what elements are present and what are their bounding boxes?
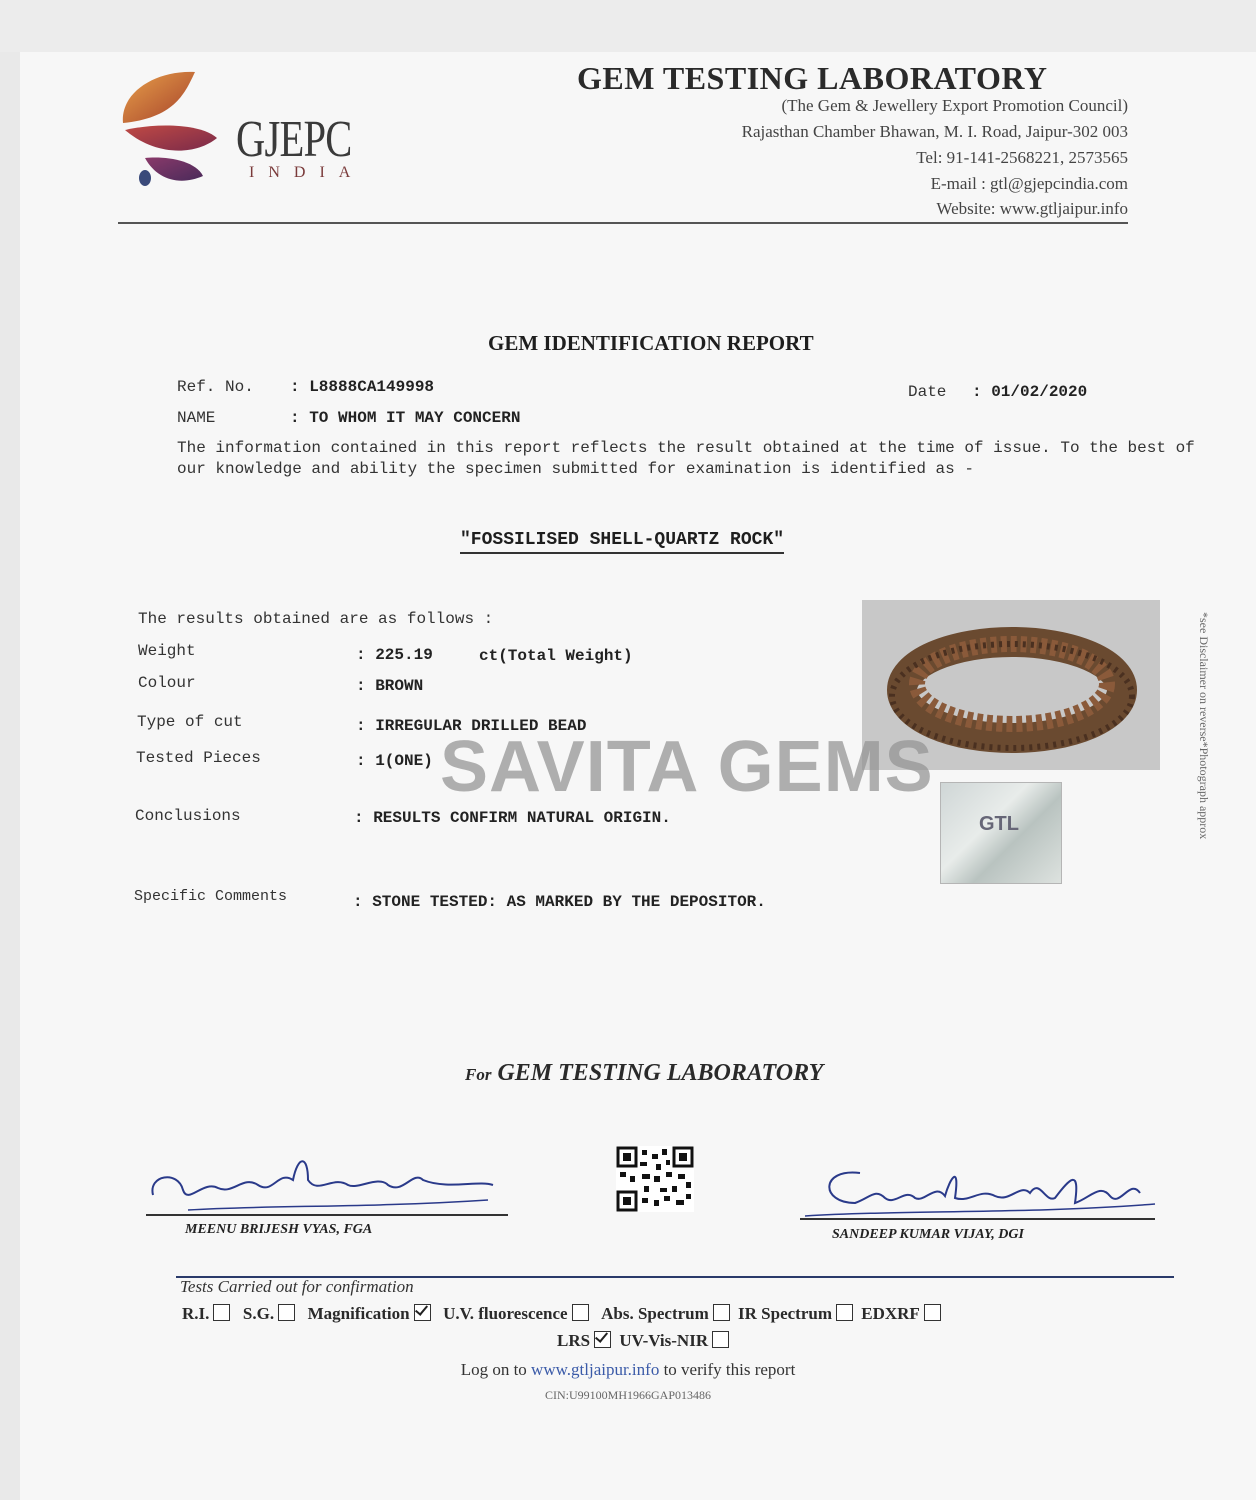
checkbox-magnification[interactable]	[414, 1304, 431, 1321]
test-label-magnification: Magnification	[307, 1304, 410, 1323]
council-name: (The Gem & Jewellery Export Promotion Council)	[781, 96, 1128, 115]
test-label-sg: S.G.	[242, 1304, 275, 1323]
cut-label: Type of cut	[137, 713, 243, 731]
checkbox-uv-vis-nir[interactable]	[712, 1331, 729, 1348]
checkbox-sg[interactable]	[278, 1304, 295, 1321]
cut-value: : IRREGULAR DRILLED BEAD	[356, 717, 587, 735]
tests-row-2	[557, 1331, 733, 1351]
test-item-edxrf	[861, 1304, 945, 1323]
checkbox-ri[interactable]	[213, 1304, 230, 1321]
right-signatory-name: SANDEEP KUMAR VIJAY, DGI	[832, 1227, 1024, 1242]
weight-unit: ct(Total Weight)	[479, 647, 633, 665]
test-item-magnification	[308, 1304, 435, 1323]
verify-suffix: to verify this report	[663, 1360, 796, 1379]
test-item-uv-vis-nir	[619, 1331, 733, 1350]
disclaimer-note: *see Disclaimer on reverse*Photograph approx	[1197, 612, 1211, 840]
verify-prefix: Log on to	[460, 1360, 527, 1379]
left-signature-icon	[148, 1150, 498, 1220]
report-title: GEM IDENTIFICATION REPORT	[488, 331, 814, 355]
right-signature-line	[800, 1218, 1155, 1220]
comments-value: : STONE TESTED: AS MARKED BY THE DEPOSITOR.	[353, 893, 766, 911]
for-laboratory	[465, 1060, 823, 1087]
test-label-edxrf: EDXRF	[861, 1304, 920, 1323]
comments-label: Specific Comments	[134, 888, 288, 905]
results-intro: The results obtained are as follows :	[138, 610, 494, 628]
test-item-uv-fluorescence	[443, 1304, 593, 1323]
for-lab-name: GEM TESTING LABORATORY	[497, 1060, 824, 1086]
logo-text: GJEPC	[236, 111, 352, 168]
weight-value: : 225.19	[356, 646, 433, 664]
email: E-mail : gtl@gjepcindia.com	[930, 174, 1128, 193]
checkbox-abs-spectrum[interactable]	[713, 1304, 730, 1321]
tests-title: Tests Carried out for confirmation	[180, 1277, 414, 1296]
left-signature-line	[146, 1214, 508, 1216]
cin-number: CIN:U99100MH1966GAP013486	[544, 1388, 711, 1402]
test-item-ri	[182, 1304, 234, 1323]
ref-label: Ref. No.	[177, 378, 254, 396]
test-item-sg	[243, 1304, 299, 1323]
header-divider	[118, 222, 1128, 224]
qr-code-icon	[616, 1146, 694, 1212]
date-label: Date	[908, 383, 947, 401]
checkbox-uv-fluorescence[interactable]	[572, 1304, 589, 1321]
test-label-lrs: LRS	[557, 1331, 591, 1350]
for-prefix: For	[465, 1065, 492, 1084]
colour-label: Colour	[138, 674, 196, 692]
ref-value: : L8888CA149998	[290, 378, 435, 396]
checkbox-ir-spectrum[interactable]	[836, 1304, 853, 1321]
identified-as: "FOSSILISED SHELL-QUARTZ ROCK"	[460, 530, 784, 554]
name-value: : TO WHOM IT MAY CONCERN	[290, 409, 521, 427]
conclusions-value: : RESULTS CONFIRM NATURAL ORIGIN.	[354, 809, 671, 827]
date-value: : 01/02/2020	[972, 383, 1088, 401]
test-label-uv-vis-nir: UV-Vis-NIR	[619, 1331, 709, 1350]
test-item-lrs	[557, 1331, 615, 1350]
verify-line	[0, 1360, 1256, 1380]
checkbox-edxrf[interactable]	[924, 1304, 941, 1321]
conclusions-label: Conclusions	[135, 807, 241, 825]
pieces-value: : 1(ONE)	[356, 752, 433, 770]
test-label-uv-fluorescence: U.V. fluorescence	[443, 1304, 568, 1323]
test-item-ir-spectrum	[738, 1304, 857, 1323]
gjepc-logo-icon	[115, 68, 225, 190]
test-label-abs-spectrum: Abs. Spectrum	[601, 1304, 709, 1323]
colour-value: : BROWN	[356, 677, 424, 695]
hologram-text: GTL	[979, 813, 1019, 835]
tests-row-1	[182, 1304, 945, 1324]
name-label: NAME	[177, 409, 216, 427]
test-item-abs-spectrum	[601, 1304, 734, 1323]
test-label-ri: R.I.	[182, 1304, 210, 1323]
website: Website: www.gtljaipur.info	[936, 199, 1128, 218]
gtl-hologram	[940, 782, 1062, 884]
scan-top-margin	[0, 0, 1256, 52]
telephone: Tel: 91-141-2568221, 2573565	[916, 148, 1128, 167]
checkbox-lrs[interactable]	[594, 1331, 611, 1348]
watermark: SAVITA GEMS	[440, 727, 934, 807]
address: Rajasthan Chamber Bhawan, M. I. Road, Jaipur-302 003	[741, 122, 1128, 141]
report-paragraph: The information contained in this report reflects the result obtained at the time of issue. To the best of our knowledge and ability the specimen submitted for examination is identified as -	[177, 439, 1195, 478]
pieces-label: Tested Pieces	[136, 749, 261, 767]
verify-link[interactable]: www.gtljaipur.info	[531, 1360, 660, 1379]
lab-title: GEM TESTING LABORATORY	[577, 60, 1048, 96]
logo-subtext: INDIA	[249, 164, 365, 181]
test-label-ir-spectrum: IR Spectrum	[738, 1304, 832, 1323]
weight-label: Weight	[138, 642, 196, 660]
left-signatory-name: MEENU BRIJESH VYAS, FGA	[185, 1222, 373, 1237]
